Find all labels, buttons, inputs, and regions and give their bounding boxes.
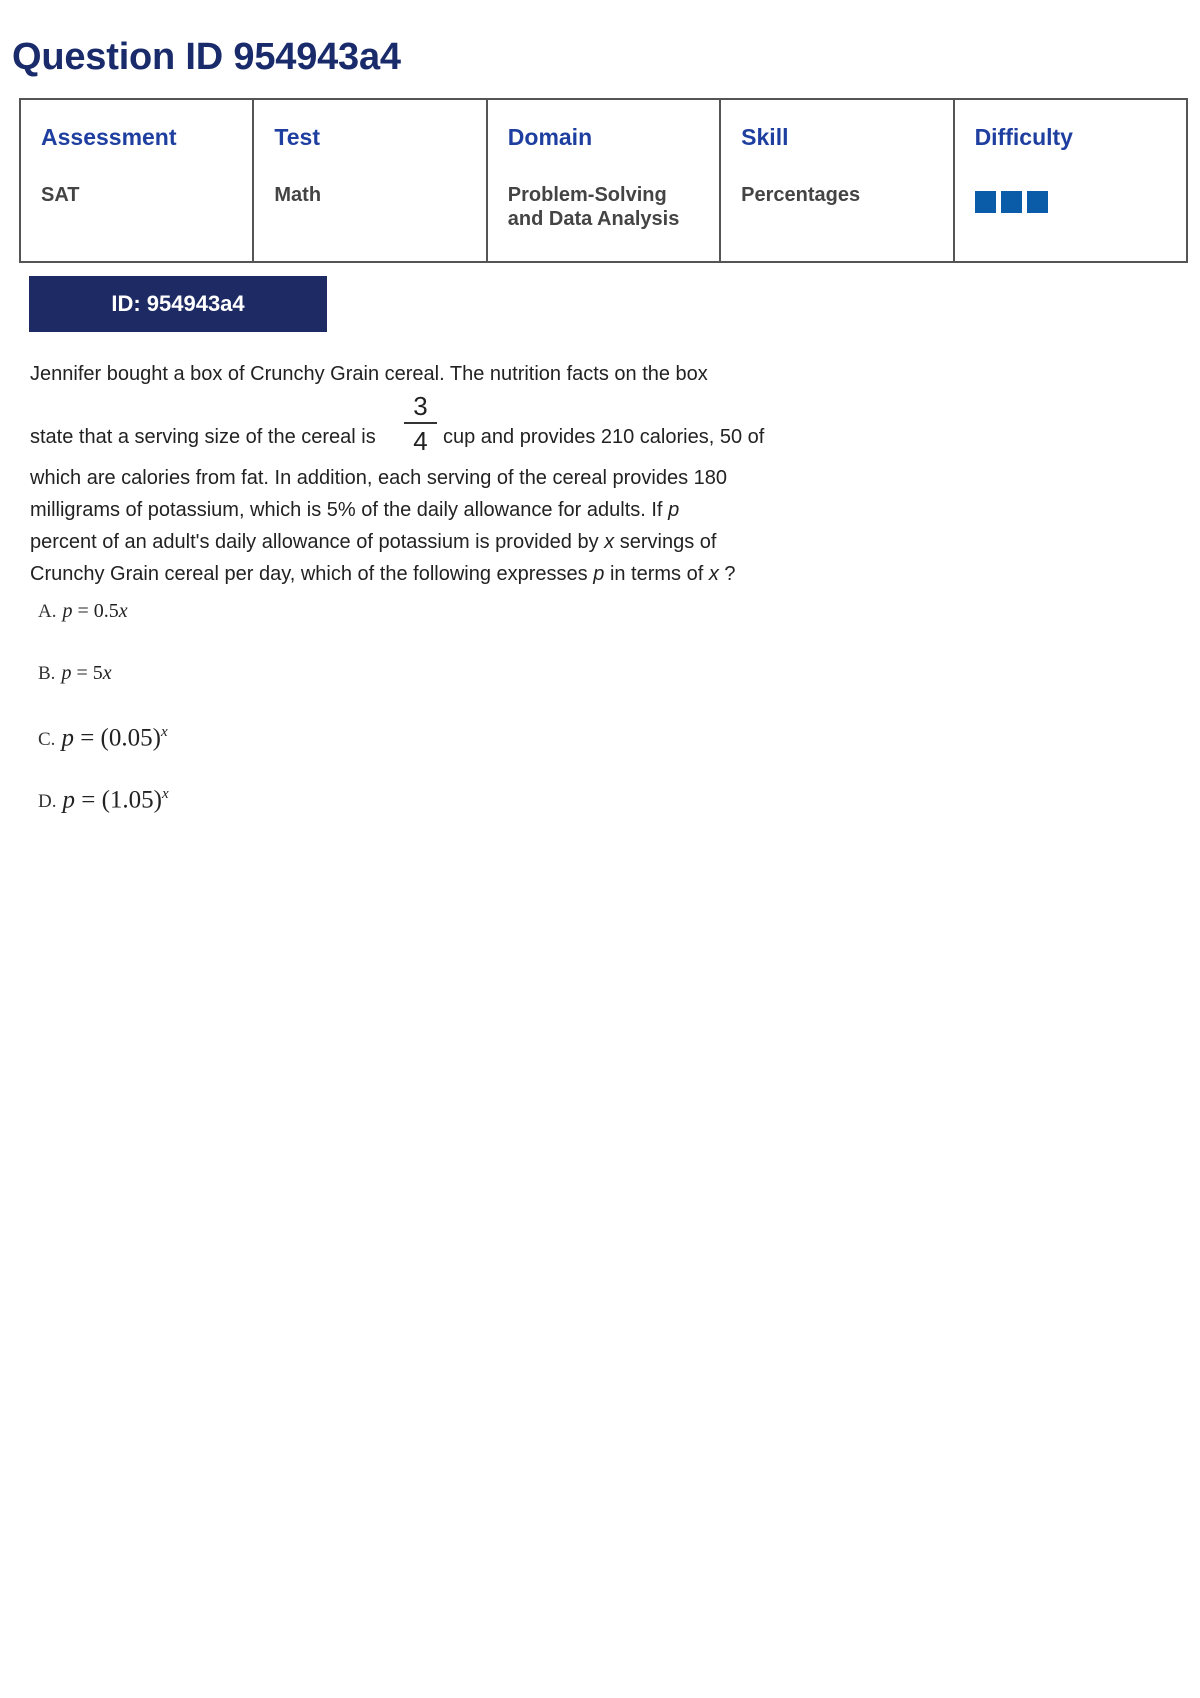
difficulty-bar (1001, 191, 1022, 213)
question-text-fragment: milligrams of potassium, which is 5% of the daily allowance for adults. If (30, 499, 663, 521)
question-metadata-table (19, 98, 1188, 263)
variable-x: x (604, 531, 615, 553)
choice-b[interactable] (38, 662, 169, 724)
difficulty-label: Difficulty (974, 124, 1073, 150)
question-text (30, 358, 800, 590)
assessment-label: Assessment (41, 124, 177, 150)
fraction-denominator: 4 (413, 426, 428, 456)
domain-value-line1: Problem-Solving (507, 184, 667, 206)
difficulty-cell (954, 99, 1187, 262)
question-text-fragment: in terms of (609, 563, 704, 585)
question-line (30, 526, 800, 558)
variable-x: x (708, 563, 719, 585)
question-line (30, 558, 800, 590)
choice-expression: p = 5x (61, 662, 112, 684)
difficulty-bar (975, 191, 996, 213)
skill-label: Skill (741, 124, 789, 150)
question-text-fragment: percent of an adult's daily allowance of potassium is provided by (30, 531, 599, 553)
choice-letter: C. (38, 729, 56, 751)
question-line-with-fraction (30, 390, 800, 456)
question-text-fragment: ? (724, 563, 736, 585)
question-text-fragment: state that a serving size of the cereal is (30, 426, 376, 448)
page-title: Question ID 954943a4 (12, 36, 401, 78)
question-line: which are calories from fat. In addition, each serving of the cereal provides 180 (30, 467, 728, 489)
skill-cell (720, 99, 953, 262)
id-badge: ID: 954943a4 (29, 276, 327, 332)
choice-letter: A. (38, 601, 57, 622)
question-text-fragment: cup and provides 210 calories, 50 of (443, 426, 765, 448)
choice-expression: p = 0.5x (62, 600, 128, 622)
question-line (30, 494, 800, 526)
choice-d[interactable] (38, 786, 169, 848)
answer-choices (38, 600, 169, 848)
choice-c[interactable] (38, 724, 169, 786)
skill-value: Percentages (741, 184, 861, 206)
choice-letter: B. (38, 663, 56, 684)
test-value: Math (274, 184, 322, 206)
fraction-numerator: 3 (404, 390, 437, 424)
domain-value (508, 183, 719, 231)
assessment-cell (20, 99, 253, 262)
assessment-value: SAT (41, 184, 80, 206)
question-text-fragment: Crunchy Grain cereal per day, which of the following expresses (30, 563, 588, 585)
choice-a[interactable] (38, 600, 169, 662)
difficulty-indicator (975, 191, 1186, 213)
choice-letter: D. (38, 791, 57, 813)
question-text-fragment: servings of (619, 531, 717, 553)
domain-value-line2: and Data Analysis (507, 208, 680, 230)
variable-p: p (593, 563, 605, 585)
domain-cell (487, 99, 720, 262)
test-cell (253, 99, 486, 262)
variable-p: p (668, 499, 680, 521)
domain-label: Domain (507, 124, 593, 150)
choice-expression: $p = (0.05)^x$ (61, 724, 168, 752)
difficulty-bar (1027, 191, 1048, 213)
question-line: Jennifer bought a box of Crunchy Grain cereal. The nutrition facts on the box (30, 363, 708, 385)
fraction (404, 390, 437, 456)
choice-expression: $p = (1.05)^x$ (62, 786, 169, 814)
test-label: Test (274, 124, 320, 150)
